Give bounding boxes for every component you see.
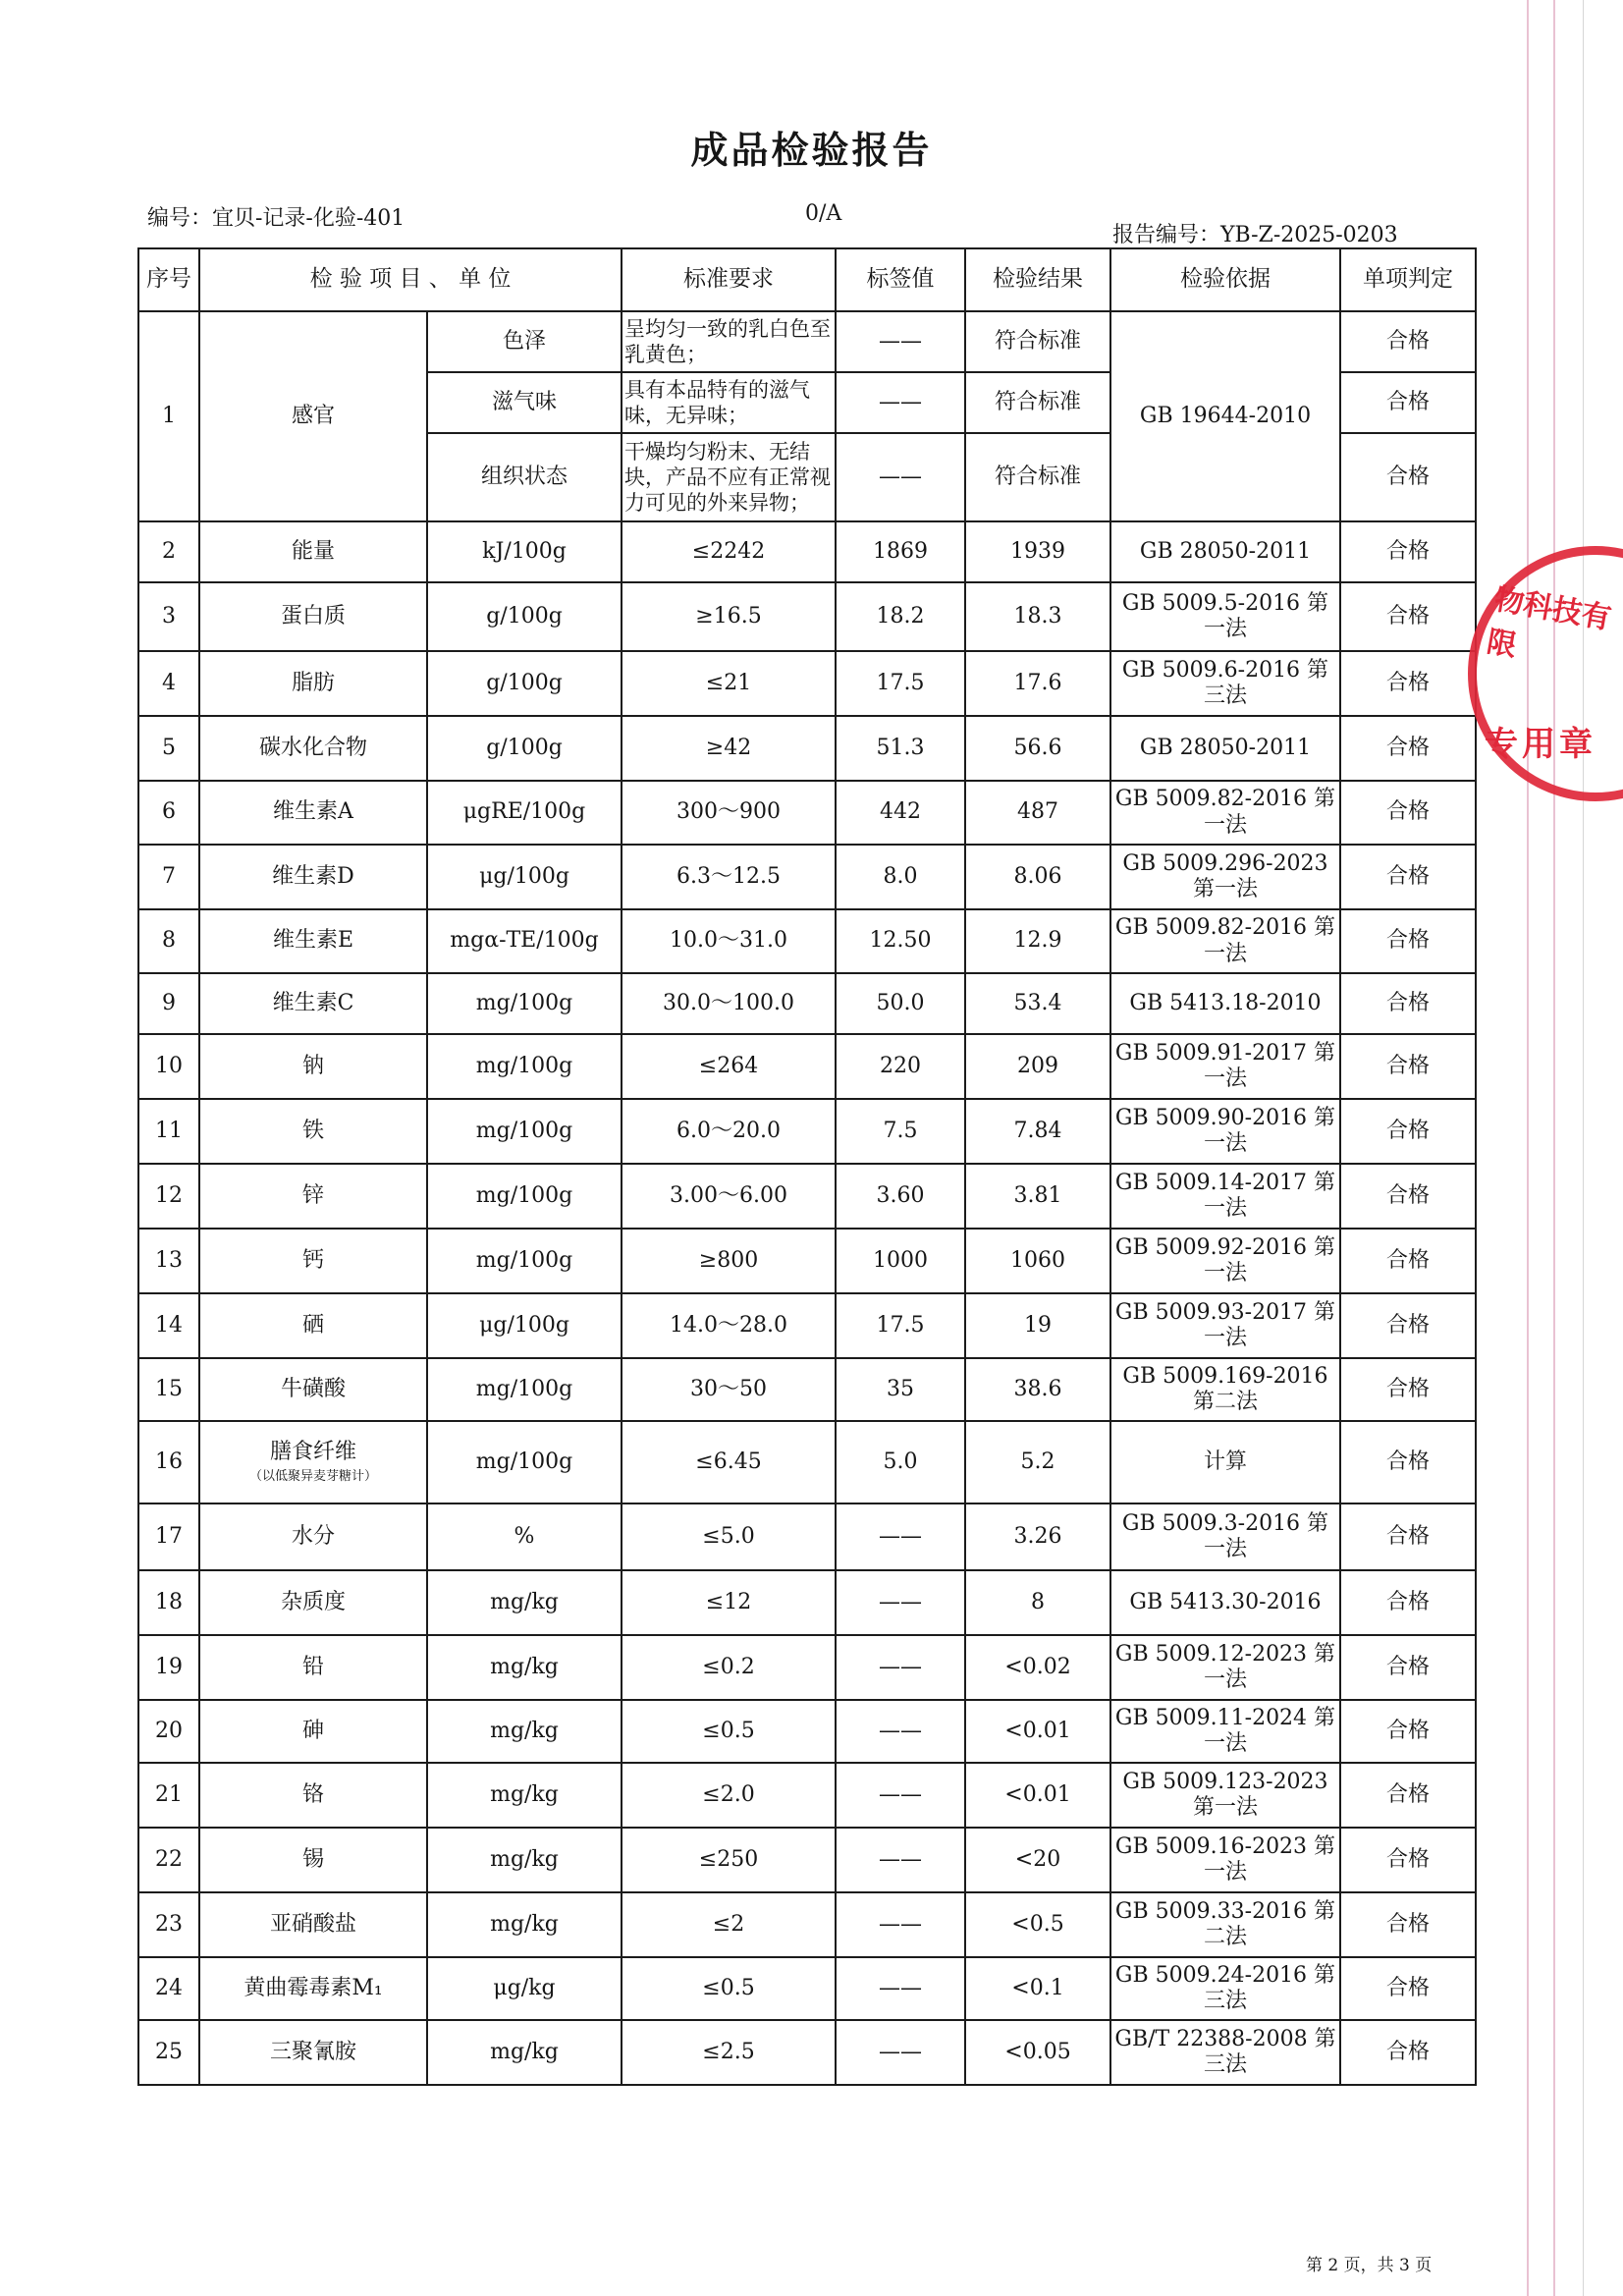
row-label: 18.2 [836, 582, 965, 651]
row-basis: GB 5009.90-2016 第一法 [1110, 1099, 1340, 1164]
table-row [138, 1892, 1476, 1957]
row-judgement: 合格 [1340, 1099, 1476, 1164]
row-result: 符合标准 [965, 433, 1110, 521]
row-label: 12.50 [836, 909, 965, 973]
table-row [138, 521, 1476, 582]
row-result: 3.81 [965, 1164, 1110, 1229]
row-item-name: 亚硝酸盐 [269, 1911, 356, 1937]
row-label: 8.0 [836, 845, 965, 909]
row-judgement: 合格 [1340, 1358, 1476, 1421]
row-unit: g/100g [427, 582, 622, 651]
row-basis: GB 5009.169-2016 第二法 [1110, 1358, 1340, 1421]
row-item-name: 杂质度 [280, 1589, 346, 1614]
row-item-name: 维生素A [273, 799, 353, 825]
row-item-name: 维生素E [272, 928, 354, 954]
row-result: 56.6 [965, 716, 1110, 781]
row-standard: ≤0.5 [622, 1957, 836, 2020]
row-judgement: 合格 [1340, 521, 1476, 582]
row-item-name: 硒 [301, 1312, 324, 1338]
margin-line-2 [1553, 0, 1555, 2296]
row-result: <0.01 [965, 1700, 1110, 1763]
table-row [138, 973, 1476, 1034]
row-item [199, 1293, 427, 1358]
row-unit: μgRE/100g [427, 781, 622, 845]
row-label: 1000 [836, 1229, 965, 1293]
table-row [138, 1358, 1476, 1421]
row-label: 3.60 [836, 1164, 965, 1229]
row-label: 17.5 [836, 651, 965, 716]
row-basis: GB 5009.6-2016 第三法 [1110, 651, 1340, 716]
row-basis: GB 5009.82-2016 第一法 [1110, 909, 1340, 973]
row-label: —— [836, 433, 965, 521]
row-standard: ≤264 [622, 1034, 836, 1099]
margin-line-3 [1583, 0, 1584, 2296]
row-label: 17.5 [836, 1293, 965, 1358]
row-basis: GB 5009.33-2016 第二法 [1110, 1892, 1340, 1957]
table-row [138, 1828, 1476, 1892]
row-item: 感官 [199, 311, 427, 521]
row-standard: ≥42 [622, 716, 836, 781]
row-no: 11 [138, 1099, 199, 1164]
row-unit: mg/100g [427, 1229, 622, 1293]
row-basis: 计算 [1110, 1421, 1340, 1503]
row-unit: kJ/100g [427, 521, 622, 582]
table-row [138, 1570, 1476, 1635]
row-standard: ≤5.0 [622, 1503, 836, 1570]
row-judgement: 合格 [1340, 909, 1476, 973]
row-no: 9 [138, 973, 199, 1034]
row-result: 5.2 [965, 1421, 1110, 1503]
col-header-no: 序号 [138, 248, 199, 311]
row-result: 8 [965, 1570, 1110, 1635]
row-no: 8 [138, 909, 199, 973]
table-row [138, 1763, 1476, 1828]
row-item [199, 1034, 427, 1099]
row-label: 7.5 [836, 1099, 965, 1164]
row-no: 1 [138, 311, 199, 521]
row-item [199, 2020, 427, 2085]
row-standard: ≤2.0 [622, 1763, 836, 1828]
row-result: 1060 [965, 1229, 1110, 1293]
row-standard: ≤0.5 [622, 1700, 836, 1763]
row-no: 18 [138, 1570, 199, 1635]
row-item-name: 脂肪 [291, 670, 335, 695]
row-label: —— [836, 2020, 965, 2085]
row-label: 442 [836, 781, 965, 845]
row-item [199, 781, 427, 845]
row-no: 20 [138, 1700, 199, 1763]
row-item [199, 651, 427, 716]
row-item [199, 1164, 427, 1229]
row-result: <0.05 [965, 2020, 1110, 2085]
table-row [138, 781, 1476, 845]
col-header-basis: 检验依据 [1110, 248, 1340, 311]
row-judgement: 合格 [1340, 1763, 1476, 1828]
row-unit: mg/100g [427, 1358, 622, 1421]
seal-text-top: 物科技有限 [1484, 581, 1614, 664]
row-label: —— [836, 311, 965, 372]
row-item-name: 维生素C [272, 990, 354, 1015]
row-standard: ≥800 [622, 1229, 836, 1293]
row-standard: 30～50 [622, 1358, 836, 1421]
row-basis: GB 5009.11-2024 第一法 [1110, 1700, 1340, 1763]
row-item-name: 锡 [301, 1846, 324, 1872]
row-item-name: 水分 [291, 1523, 335, 1549]
row-no: 3 [138, 582, 199, 651]
row-judgement: 合格 [1340, 716, 1476, 781]
row-unit: mg/kg [427, 1892, 622, 1957]
row-item-name: 锌 [301, 1182, 324, 1208]
row-standard: ≤21 [622, 651, 836, 716]
row-unit: mg/kg [427, 1635, 622, 1700]
row-no: 4 [138, 651, 199, 716]
row-label: —— [836, 1635, 965, 1700]
row-result: 17.6 [965, 651, 1110, 716]
row-standard: ≤6.45 [622, 1421, 836, 1503]
row-result: 18.3 [965, 582, 1110, 651]
row-judgement: 合格 [1340, 1635, 1476, 1700]
row-result: 8.06 [965, 845, 1110, 909]
row-basis: GB 5009.92-2016 第一法 [1110, 1229, 1340, 1293]
row-judgement: 合格 [1340, 1164, 1476, 1229]
row-item-name: 黄曲霉毒素M₁ [243, 1975, 383, 2000]
margin-line-1 [1527, 0, 1529, 2296]
row-standard: ≤2.5 [622, 2020, 836, 2085]
row-standard: ≥16.5 [622, 582, 836, 651]
row-label: —— [836, 1828, 965, 1892]
row-unit: mg/kg [427, 1570, 622, 1635]
row-label: 220 [836, 1034, 965, 1099]
row-judgement: 合格 [1340, 1503, 1476, 1570]
row-item [199, 1957, 427, 2020]
row-item [199, 845, 427, 909]
table-row [138, 1034, 1476, 1099]
row-standard: 呈均匀一致的乳白色至乳黄色； [622, 311, 836, 372]
row-standard: 3.00～6.00 [622, 1164, 836, 1229]
table-row [138, 582, 1476, 651]
row-label: —— [836, 1957, 965, 2020]
row-item [199, 973, 427, 1034]
row-unit: mg/kg [427, 1828, 622, 1892]
row-basis: GB/T 22388-2008 第三法 [1110, 2020, 1340, 2085]
row-standard: 30.0～100.0 [622, 973, 836, 1034]
table-row [138, 1293, 1476, 1358]
row-no: 25 [138, 2020, 199, 2085]
row-item [199, 1763, 427, 1828]
row-result: 7.84 [965, 1099, 1110, 1164]
row-subitem: 色泽 [427, 311, 622, 372]
row-no: 14 [138, 1293, 199, 1358]
row-judgement: 合格 [1340, 651, 1476, 716]
row-basis: GB 28050-2011 [1110, 716, 1340, 781]
row-item-name: 铅 [301, 1654, 324, 1679]
record-number: 编号：宜贝-记录-化验-401 [147, 206, 406, 231]
row-item [199, 1229, 427, 1293]
row-label: 1869 [836, 521, 965, 582]
table-row [138, 1503, 1476, 1570]
row-judgement: 合格 [1340, 372, 1476, 433]
table-row [138, 716, 1476, 781]
row-item [199, 1099, 427, 1164]
row-label: —— [836, 1892, 965, 1957]
row-basis: GB 5009.24-2016 第三法 [1110, 1957, 1340, 2020]
row-judgement: 合格 [1340, 1034, 1476, 1099]
row-item [199, 1635, 427, 1700]
row-item-name: 钠 [301, 1053, 324, 1078]
row-result: 12.9 [965, 909, 1110, 973]
row-basis: GB 5009.93-2017 第一法 [1110, 1293, 1340, 1358]
row-subitem: 滋气味 [427, 372, 622, 433]
table-row [138, 909, 1476, 973]
row-judgement: 合格 [1340, 845, 1476, 909]
row-basis: GB 5009.16-2023 第一法 [1110, 1828, 1340, 1892]
row-no: 22 [138, 1828, 199, 1892]
row-result: 19 [965, 1293, 1110, 1358]
row-label: —— [836, 1570, 965, 1635]
row-item-name: 维生素D [272, 863, 354, 889]
row-standard: 具有本品特有的滋气味，无异味； [622, 372, 836, 433]
row-label: 50.0 [836, 973, 965, 1034]
row-label: —— [836, 1503, 965, 1570]
row-unit: μg/100g [427, 1293, 622, 1358]
row-result: <0.01 [965, 1763, 1110, 1828]
row-item [199, 1503, 427, 1570]
row-standard: 14.0～28.0 [622, 1293, 836, 1358]
table-row [138, 651, 1476, 716]
row-result: <0.5 [965, 1892, 1110, 1957]
seal-text-bottom: 专用章 [1485, 725, 1596, 764]
row-unit: % [427, 1503, 622, 1570]
row-result: 3.26 [965, 1503, 1110, 1570]
row-basis: GB 5009.296-2023 第一法 [1110, 845, 1340, 909]
table-row [138, 1635, 1476, 1700]
row-label: —— [836, 1763, 965, 1828]
row-judgement: 合格 [1340, 1421, 1476, 1503]
row-unit: mg/kg [427, 1763, 622, 1828]
row-judgement: 合格 [1340, 1828, 1476, 1892]
row-item-name: 牛磺酸 [280, 1376, 346, 1401]
col-header-standard: 标准要求 [622, 248, 836, 311]
row-standard: ≤2 [622, 1892, 836, 1957]
table-row [138, 1700, 1476, 1763]
row-judgement: 合格 [1340, 1229, 1476, 1293]
row-basis: GB 5009.82-2016 第一法 [1110, 781, 1340, 845]
row-basis: GB 5009.123-2023 第一法 [1110, 1763, 1340, 1828]
col-header-label: 标签值 [836, 248, 965, 311]
inspection-table [137, 247, 1477, 2086]
row-item-name: 铁 [301, 1118, 324, 1143]
table-row [138, 311, 1476, 372]
row-item [199, 1700, 427, 1763]
row-judgement: 合格 [1340, 1892, 1476, 1957]
row-no: 10 [138, 1034, 199, 1099]
row-unit: g/100g [427, 716, 622, 781]
table-row [138, 2020, 1476, 2085]
table-row [138, 1099, 1476, 1164]
row-no: 6 [138, 781, 199, 845]
row-basis: GB 5413.30-2016 [1110, 1570, 1340, 1635]
row-item [199, 521, 427, 582]
row-result: <0.1 [965, 1957, 1110, 2020]
row-item-name: 碳水化合物 [258, 735, 367, 760]
row-no: 2 [138, 521, 199, 582]
row-basis: GB 28050-2011 [1110, 521, 1340, 582]
row-judgement: 合格 [1340, 311, 1476, 372]
row-standard: 干燥均匀粉末、无结块，产品不应有正常视力可见的外来异物； [622, 433, 836, 521]
row-standard: 300～900 [622, 781, 836, 845]
row-standard: ≤2242 [622, 521, 836, 582]
row-label: —— [836, 1700, 965, 1763]
row-result: 53.4 [965, 973, 1110, 1034]
col-header-item: 检 验 项 目 、 单 位 [199, 248, 622, 311]
row-item [199, 1828, 427, 1892]
row-no: 23 [138, 1892, 199, 1957]
row-item [199, 1570, 427, 1635]
row-item-note: （以低聚异麦芽糖计） [248, 1469, 377, 1485]
row-unit: μg/kg [427, 1957, 622, 2020]
row-basis: GB 5009.14-2017 第一法 [1110, 1164, 1340, 1229]
page-number: 第 2 页，共 3 页 [1306, 2256, 1433, 2275]
row-no: 24 [138, 1957, 199, 2020]
report-title: 成品检验报告 [690, 129, 933, 172]
row-result: 符合标准 [965, 372, 1110, 433]
row-no: 7 [138, 845, 199, 909]
row-basis: GB 5009.12-2023 第一法 [1110, 1635, 1340, 1700]
row-judgement: 合格 [1340, 781, 1476, 845]
row-unit: mg/100g [427, 1421, 622, 1503]
row-standard: 10.0～31.0 [622, 909, 836, 973]
row-label: 5.0 [836, 1421, 965, 1503]
row-item-name: 三聚氰胺 [269, 2039, 356, 2064]
table-row [138, 1421, 1476, 1503]
row-unit: g/100g [427, 651, 622, 716]
row-unit: mg/kg [427, 1700, 622, 1763]
table-row [138, 1957, 1476, 2020]
row-item [199, 909, 427, 973]
row-standard: ≤250 [622, 1828, 836, 1892]
row-no: 16 [138, 1421, 199, 1503]
row-basis: GB 19644-2010 [1110, 311, 1340, 521]
row-no: 5 [138, 716, 199, 781]
col-header-result: 检验结果 [965, 248, 1110, 311]
row-unit: mgα-TE/100g [427, 909, 622, 973]
row-judgement: 合格 [1340, 1957, 1476, 2020]
version: 0/A [805, 201, 842, 226]
row-unit: mg/kg [427, 2020, 622, 2085]
row-result: 487 [965, 781, 1110, 845]
row-judgement: 合格 [1340, 973, 1476, 1034]
row-result: 209 [965, 1034, 1110, 1099]
row-unit: mg/100g [427, 1034, 622, 1099]
row-basis: GB 5413.18-2010 [1110, 973, 1340, 1034]
row-result: <20 [965, 1828, 1110, 1892]
row-no: 15 [138, 1358, 199, 1421]
row-standard: ≤12 [622, 1570, 836, 1635]
row-unit: μg/100g [427, 845, 622, 909]
row-no: 12 [138, 1164, 199, 1229]
row-result: <0.02 [965, 1635, 1110, 1700]
row-item [199, 1892, 427, 1957]
row-judgement: 合格 [1340, 582, 1476, 651]
row-item-name: 钙 [301, 1247, 324, 1273]
row-no: 13 [138, 1229, 199, 1293]
row-label: 35 [836, 1358, 965, 1421]
report-number: 报告编号：YB-Z-2025-0203 [1112, 223, 1398, 247]
row-subitem: 组织状态 [427, 433, 622, 521]
row-judgement: 合格 [1340, 1293, 1476, 1358]
row-unit: mg/100g [427, 1099, 622, 1164]
row-basis: GB 5009.3-2016 第一法 [1110, 1503, 1340, 1570]
row-item [199, 716, 427, 781]
row-judgement: 合格 [1340, 2020, 1476, 2085]
row-basis: GB 5009.91-2017 第一法 [1110, 1034, 1340, 1099]
table-row [138, 1229, 1476, 1293]
row-standard: ≤0.2 [622, 1635, 836, 1700]
row-item [199, 582, 427, 651]
row-item-name: 能量 [291, 538, 335, 564]
table-row [138, 845, 1476, 909]
row-item-name: 膳食纤维 [269, 1440, 356, 1464]
row-judgement: 合格 [1340, 1700, 1476, 1763]
row-label: —— [836, 372, 965, 433]
col-header-judgement: 单项判定 [1340, 248, 1476, 311]
row-judgement: 合格 [1340, 433, 1476, 521]
table-row [138, 1164, 1476, 1229]
row-item-name: 蛋白质 [280, 603, 346, 629]
row-no: 17 [138, 1503, 199, 1570]
row-result: 38.6 [965, 1358, 1110, 1421]
table-header-row [138, 248, 1476, 311]
row-result: 1939 [965, 521, 1110, 582]
row-basis: GB 5009.5-2016 第一法 [1110, 582, 1340, 651]
row-item [199, 1358, 427, 1421]
row-item [199, 1421, 427, 1503]
row-item-name: 铬 [301, 1781, 324, 1807]
row-unit: mg/100g [427, 1164, 622, 1229]
row-label: 51.3 [836, 716, 965, 781]
row-result: 符合标准 [965, 311, 1110, 372]
row-item-name: 砷 [301, 1718, 324, 1743]
row-unit: mg/100g [427, 973, 622, 1034]
row-standard: 6.0～20.0 [622, 1099, 836, 1164]
row-no: 21 [138, 1763, 199, 1828]
row-no: 19 [138, 1635, 199, 1700]
row-judgement: 合格 [1340, 1570, 1476, 1635]
row-standard: 6.3～12.5 [622, 845, 836, 909]
